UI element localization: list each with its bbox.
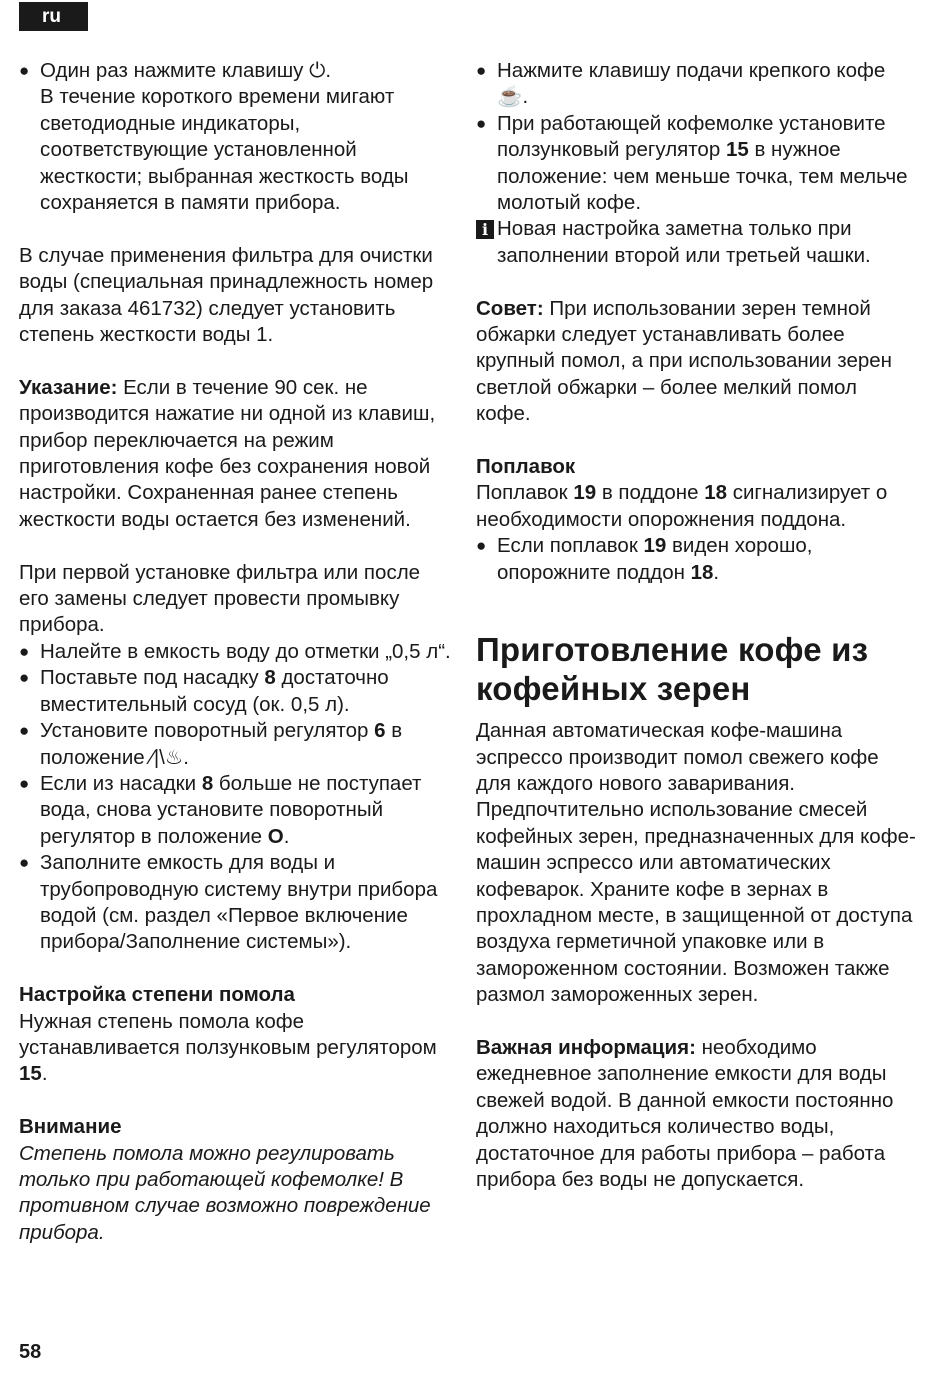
- important-paragraph: Важная информация: необходимо ежедневное заполнение емкости для воды свежей водой. В данной емкости постоянно должно находиться количество воды, достаточное для работы прибора – работа прибора без воды не допускается.: [476, 1035, 894, 1191]
- list-item: ● Заполните емкость для воды и трубопроводную систему внутри прибора водой (см. раздел «Первое включение прибора/Заполнение системы»).: [19, 850, 455, 956]
- list-item: ● Один раз нажмите клавишу ⏻. В течение короткого времени мигают светодиодные индикаторы, соответствующие установленной жесткости; выбранная жесткость воды сохраняется в памяти прибора.: [19, 58, 455, 216]
- list-item: ● Если из насадки 8 больше не поступает вода, снова установите поворотный регулятор в положение O.: [19, 771, 455, 850]
- list-item: ● При работающей кофемолке установите ползунковый регулятор 15 в нужное положение: чем меньше точка, тем мельче молотый кофе.: [476, 111, 916, 217]
- float-paragraph: Поплавок 19 в поддоне 18 сигнализирует о необходимости опорожнения поддона.: [476, 481, 888, 531]
- list-item: ● Поставьте под насадку 8 достаточно вместительный сосуд (ок. 0,5 л).: [19, 665, 455, 718]
- page-number: 58: [19, 1341, 42, 1363]
- grind-paragraph: Нужная степень помола кофе устанавливается ползунковым регулятором 15.: [19, 1009, 437, 1086]
- float-heading: Поплавок: [476, 455, 576, 479]
- power-icon: ⏻: [309, 59, 326, 82]
- section-title: Приготовление кофе из кофейных зерен: [476, 631, 869, 708]
- info-icon: i: [476, 220, 494, 239]
- list-item: ● Если поплавок 19 виден хорошо, опорожните поддон 18.: [476, 533, 916, 586]
- grind-heading: Настройка степени помола: [19, 983, 295, 1007]
- list-item: ● Нажмите клавишу подачи крепкого кофе ☕.: [476, 58, 916, 111]
- language-tab: ru: [19, 2, 88, 31]
- note-paragraph: Указание: Если в течение 90 сек. не производится нажатие ни одной из клавиш, прибор переключается на режим приготовления кофе без сохранения новой настройки. Сохраненная ранее степень жесткости воды остается без изменений.: [19, 375, 436, 531]
- intro-paragraph: Данная автоматическая кофе-машина эспрессо производит помол свежего кофе для каждого нового заваривания. Предпочтительно использование смесей кофейных зерен, предназначенных для кофе-машин эспрессо или автоматических кофеварок. Храните кофе в зернах в прохладном месте, в защищенной от доступа воздуха герметичной упаковке или в замороженном состоянии. Возможен также размол замороженных зерен.: [476, 719, 916, 1007]
- right-column: [476, 58, 916, 1193]
- steam-symbol-icon: ⁄|\♨: [150, 745, 184, 769]
- tip-paragraph: Совет: При использовании зерен темной обжарки следует устанавливать более крупный помол, а при использовании зерен светлой обжарки – более мелкий помол кофе.: [476, 296, 892, 426]
- info-note: i Новая настройка заметна только при заполнении второй или третьей чашки.: [476, 216, 916, 269]
- warning-heading: Внимание: [19, 1115, 122, 1139]
- left-column: [19, 58, 455, 1246]
- filter-paragraph: В случае применения фильтра для очистки воды (специальная принадлежность номер для заказа 461732) следует установить степень жесткости воды 1.: [19, 243, 434, 347]
- warning-text: Степень помола можно регулировать только при работающей кофемолке! В противном случае возможно повреждение прибора.: [19, 1141, 431, 1244]
- strong-coffee-icon: ☕: [497, 85, 523, 109]
- first-install-paragraph: При первой установке фильтра или после его замены следует провести промывку прибора.: [19, 560, 421, 637]
- list-item: ● Налейте в емкость воду до отметки „0,5 л“.: [19, 639, 455, 665]
- list-item: ● Установите поворотный регулятор 6 в положение ⁄|\♨.: [19, 718, 455, 771]
